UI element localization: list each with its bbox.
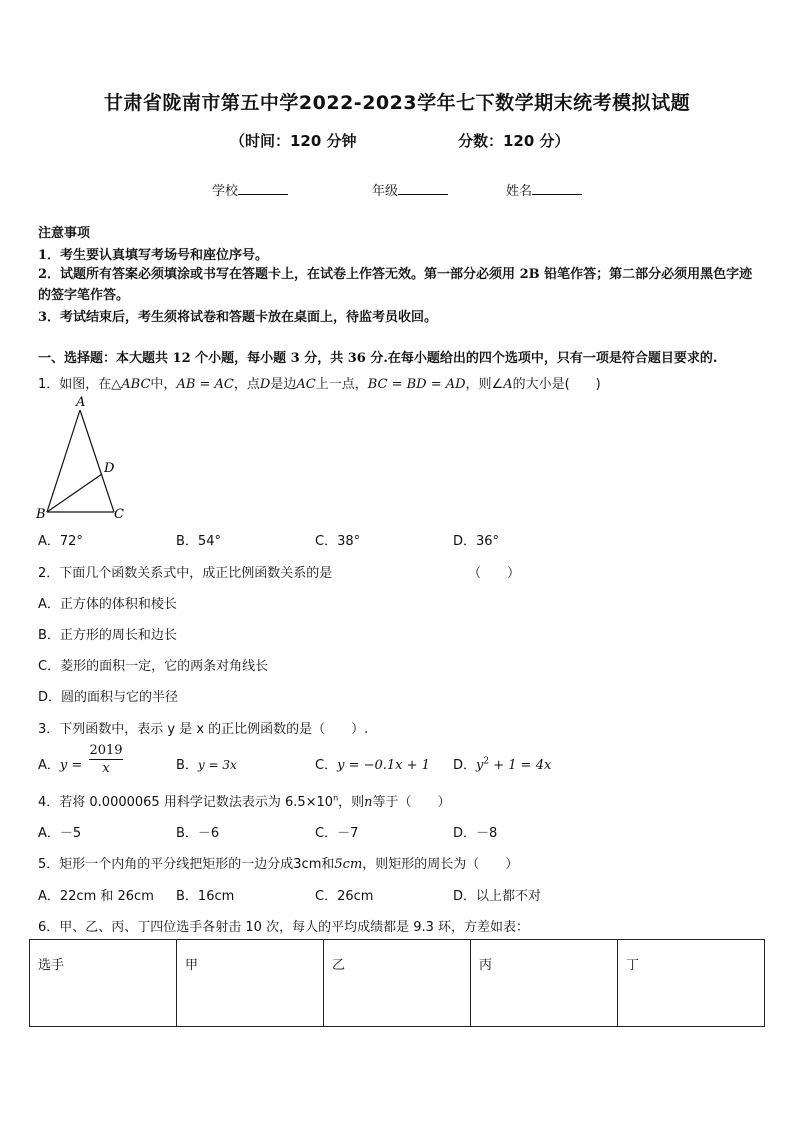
question-6-stem: 6．甲、乙、丙、丁四位选手各射击 10 次，每人的平均成绩都是 9.3 环，方差如表： bbox=[38, 920, 530, 935]
exam-time: （时间：120 分钟 bbox=[230, 132, 357, 150]
table-header-cell: 丙 bbox=[471, 940, 618, 1027]
segment-bd bbox=[47, 474, 102, 512]
question-1-stem: 1．如图，在△ABC中，AB = AC，点D是边AC上一点，BC = BD = AD，则∠A的大小是( ) bbox=[38, 377, 601, 392]
point-label-d: D bbox=[104, 461, 115, 476]
fraction-denominator: x bbox=[102, 761, 110, 776]
triangle-figure bbox=[30, 394, 140, 524]
side-ab bbox=[47, 410, 80, 512]
school-field bbox=[212, 180, 288, 199]
q1-option-b[interactable]: B．54° bbox=[176, 534, 221, 549]
table-row bbox=[30, 940, 765, 1027]
notes-heading: 注意事项 bbox=[38, 226, 91, 241]
q1-option-d[interactable]: D．36° bbox=[453, 534, 500, 549]
variance-table bbox=[29, 939, 765, 1027]
question-2-paren: （ ） bbox=[468, 566, 521, 581]
question-2-stem: 2．下面几个函数关系式中，成正比例函数关系的是 bbox=[38, 566, 333, 581]
q2-option-c[interactable]: C．菱形的面积一定，它的两条对角线长 bbox=[38, 659, 269, 674]
q4-option-b[interactable]: B．－6 bbox=[176, 826, 220, 841]
q2-option-b[interactable]: B．正方形的周长和边长 bbox=[38, 628, 177, 643]
q2-option-d[interactable]: D．圆的面积与它的半径 bbox=[38, 690, 179, 705]
q4-option-c[interactable]: C．－7 bbox=[315, 826, 359, 841]
table-header-cell: 丁 bbox=[618, 940, 765, 1027]
vertex-label-b: B bbox=[36, 507, 46, 522]
table-header-cell: 甲 bbox=[177, 940, 324, 1027]
grade-field bbox=[372, 180, 448, 199]
note-item: 1．考生要认真填写考场号和座位序号。 bbox=[38, 248, 269, 263]
q5-option-a[interactable]: A．22cm 和 26cm bbox=[38, 889, 154, 904]
page-title: 甘肃省陇南市第五中学2022-2023学年七下数学期末统考模拟试题 bbox=[103, 92, 691, 114]
q1-option-c[interactable]: C．38° bbox=[315, 534, 361, 549]
q4-option-d[interactable]: D．－8 bbox=[453, 826, 498, 841]
note-item: 2．试题所有答案必须填涂或书写在答题卡上，在试卷上作答无效。第一部分必须用 2B 铅笔作答；第二部分必须用黑色字迹的签字笔作答。 bbox=[38, 267, 753, 303]
q4-option-a[interactable]: A．－5 bbox=[38, 826, 82, 841]
q3-option-b[interactable]: B．y = 3x bbox=[176, 758, 237, 773]
note-item: 3．考试结束后，考生须将试卷和答题卡放在桌面上，待监考员收回。 bbox=[38, 310, 438, 325]
question-5-stem: 5．矩形一个内角的平分线把矩形的一边分成3cm和5cm，则矩形的周长为（ ） bbox=[38, 857, 519, 872]
table-header-cell: 乙 bbox=[324, 940, 471, 1027]
q5-option-c[interactable]: C．26cm bbox=[315, 889, 374, 904]
school-blank bbox=[238, 182, 288, 195]
name-label: 姓名 bbox=[506, 184, 533, 199]
q5-option-b[interactable]: B．16cm bbox=[176, 889, 235, 904]
table-header-cell: 选手 bbox=[30, 940, 177, 1027]
grade-label: 年级 bbox=[372, 184, 399, 199]
vertex-label-a: A bbox=[76, 395, 86, 410]
fraction-numerator: 2019 bbox=[89, 743, 123, 758]
school-label: 学校 bbox=[212, 184, 239, 199]
vertex-label-c: C bbox=[114, 507, 124, 522]
q3-option-a-fraction bbox=[89, 742, 123, 778]
question-4-stem: 4．若将 0.0000065 用科学记数法表示为 $6.5\times 10^n$，则n等于（ ） bbox=[38, 793, 451, 810]
exam-score: 分数：120 分） bbox=[458, 132, 570, 150]
q3-option-d[interactable]: D．$y^2 + 1 = 4x$ bbox=[453, 756, 552, 773]
name-field bbox=[506, 180, 582, 199]
q3-option-a[interactable]: A．y = bbox=[38, 758, 83, 773]
q3-option-c[interactable]: C．y = −0.1x + 1 bbox=[315, 758, 430, 773]
section-heading: 一、选择题：本大题共 12 个小题，每小题 3 分，共 36 分.在每小题给出的四个选项中，只有一项是符合题目要求的. bbox=[38, 351, 718, 366]
q2-option-a[interactable]: A．正方体的体积和棱长 bbox=[38, 597, 177, 612]
q1-option-a[interactable]: A．72° bbox=[38, 534, 83, 549]
name-blank bbox=[532, 182, 582, 195]
q5-option-d[interactable]: D．以上都不对 bbox=[453, 889, 542, 904]
question-3-stem: 3．下列函数中，表示 y 是 x 的正比例函数的是（ ）. bbox=[38, 722, 369, 737]
grade-blank bbox=[398, 182, 448, 195]
